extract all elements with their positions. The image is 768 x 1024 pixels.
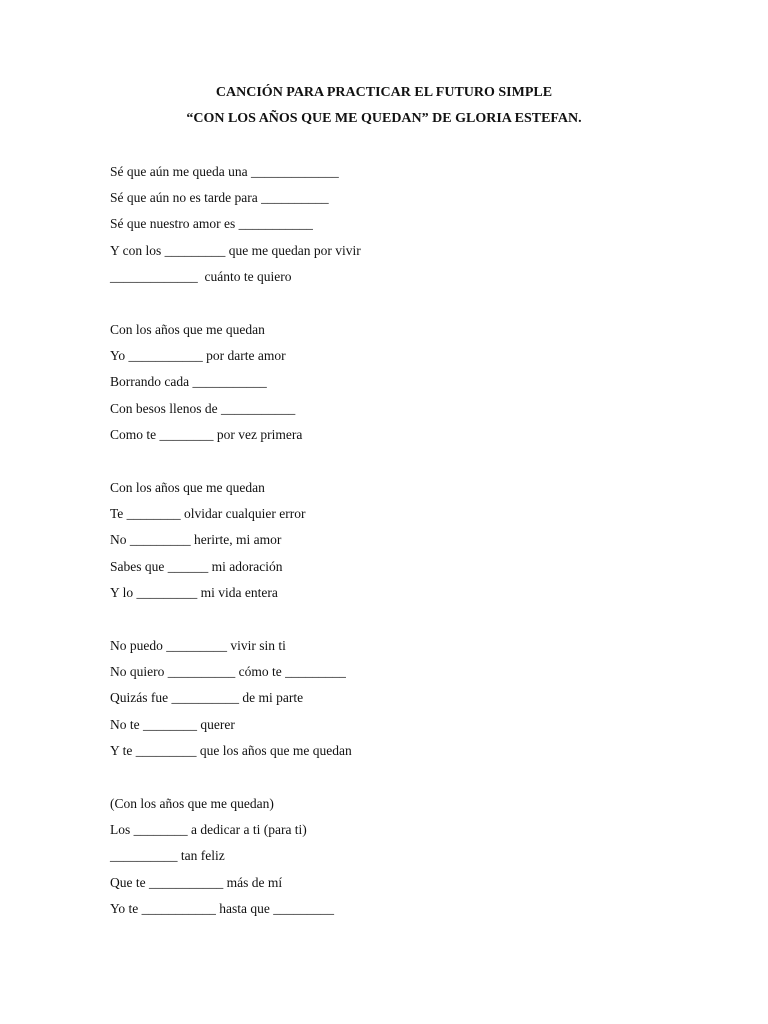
lyric-line: Y te _________ que los años que me quedan <box>110 742 352 758</box>
lyric-line: Con los años que me quedan <box>110 322 265 337</box>
document-title: CANCIÓN PARA PRACTICAR EL FUTURO SIMPLE <box>215 85 553 100</box>
stanza-3 <box>110 479 306 610</box>
lyric-line: Con los años que me quedan <box>110 480 265 495</box>
lyric-line: Sabes que ______ mi adoración <box>110 558 283 574</box>
lyric-line: Sé que aún me queda una _____________ <box>110 164 339 179</box>
lyric-line: Yo te ___________ hasta que _________ <box>110 900 334 916</box>
lyric-line: Y lo _________ mi vida entera <box>110 584 278 600</box>
lyric-line: Borrando cada ___________ <box>110 374 267 390</box>
stanza-5 <box>110 795 334 926</box>
lyric-line: No puedo _________ vivir sin ti <box>110 638 286 653</box>
lyric-line: No te ________ querer <box>110 716 235 732</box>
lyric-line: No quiero __________ cómo te _________ <box>110 664 346 680</box>
lyric-line: Que te ___________ más de mí <box>110 874 283 890</box>
lyric-line: (Con los años que me quedan) <box>110 796 274 811</box>
lyric-line: Sé que nuestro amor es ___________ <box>110 216 313 232</box>
lyric-line: Como te ________ por vez primera <box>110 426 303 442</box>
lyric-line: __________ tan feliz <box>110 848 225 864</box>
lyric-line: Quizás fue __________ de mi parte <box>110 690 304 706</box>
document-subtitle: “CON LOS AÑOS QUE ME QUEDAN” DE GLORIA ESTEFAN. <box>186 111 582 126</box>
lyric-line: Con besos llenos de ___________ <box>110 400 296 416</box>
stanza-1 <box>110 163 361 294</box>
lyric-line: Te ________ olvidar cualquier error <box>110 506 306 522</box>
stanza-4 <box>110 637 352 768</box>
lyric-line: Yo ___________ por darte amor <box>110 348 286 364</box>
lyric-line: No _________ herirte, mi amor <box>110 532 282 548</box>
lyric-line: Y con los _________ que me quedan por vivir <box>110 242 361 258</box>
lyric-line: _____________ cuánto te quiero <box>110 268 292 284</box>
lyric-line: Los ________ a dedicar a ti (para ti) <box>110 822 307 838</box>
lyric-line: Sé que aún no es tarde para __________ <box>110 190 329 206</box>
stanza-2 <box>110 321 302 452</box>
